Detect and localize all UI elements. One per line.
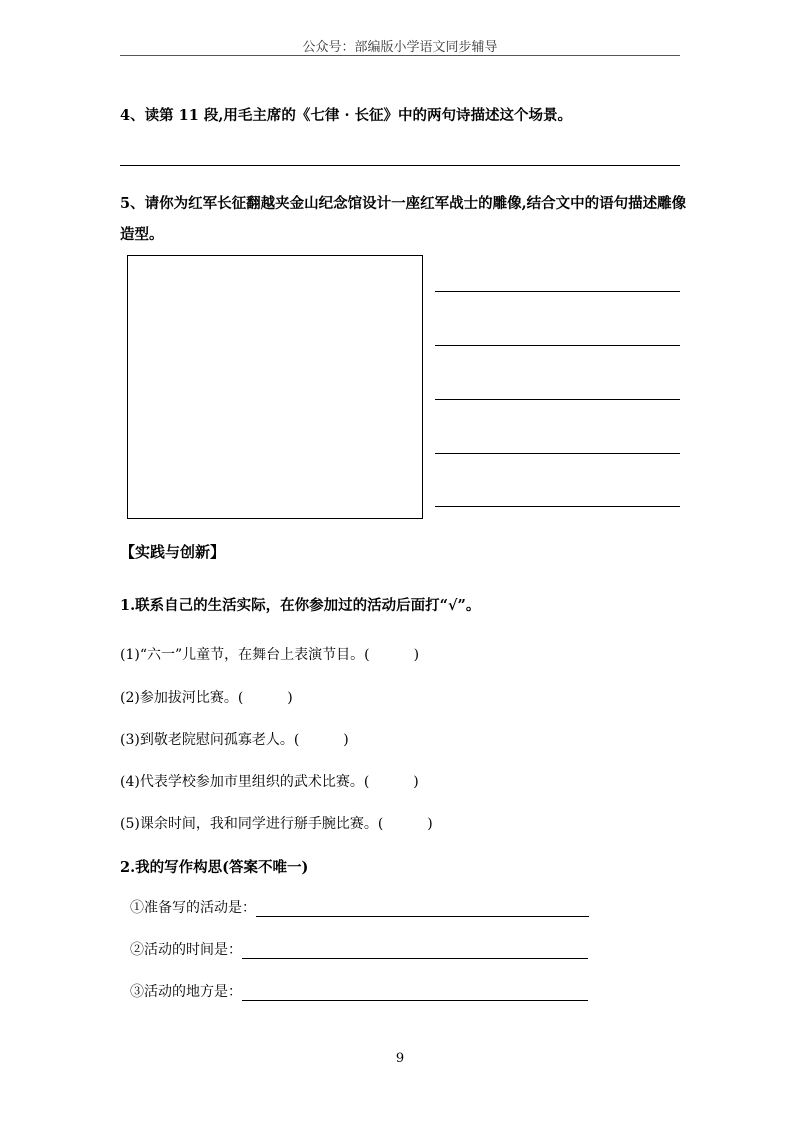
fill-label: ①准备写的活动是： — [130, 900, 256, 916]
section-title: 【实践与创新】 — [120, 543, 226, 561]
list-item — [120, 687, 293, 707]
practice-question-2: 2.我的写作构思(答案不唯一) — [120, 859, 309, 876]
close-paren: ) — [343, 732, 349, 748]
answer-line-q5-5 — [435, 506, 680, 507]
fill-item — [130, 939, 588, 959]
answer-line-q5-3 — [435, 399, 680, 400]
item-text: (1)“六一”儿童节，在舞台上表演节目。( — [120, 647, 370, 663]
fill-blank[interactable] — [256, 902, 589, 917]
practice-question-1: 1.联系自己的生活实际，在你参加过的活动后面打“√”。 — [120, 597, 481, 614]
page-number: 9 — [395, 1051, 405, 1066]
answer-line-q4 — [120, 165, 680, 166]
list-item — [120, 813, 433, 833]
close-paren: ) — [427, 816, 433, 832]
item-text: (3)到敬老院慰问孤寡老人。( — [120, 732, 300, 748]
list-item — [120, 771, 419, 791]
item-text: (2)参加拔河比赛。( — [120, 690, 244, 706]
list-item — [120, 729, 349, 749]
close-paren: ) — [413, 647, 420, 663]
fill-label: ③活动的地方是： — [130, 984, 242, 1000]
fill-item — [130, 897, 589, 917]
question-5: 5、请你为红军长征翻越夹金山纪念馆设计一座红军战士的雕像,结合文中的语句描述雕像造型。 — [120, 195, 687, 243]
answer-line-q5-4 — [435, 453, 680, 454]
item-text: (5)课余时间，我和同学进行掰手腕比赛。( — [120, 816, 384, 832]
item-text: (4)代表学校参加市里组织的武术比赛。( — [120, 774, 370, 790]
close-paren: ) — [287, 690, 293, 706]
fill-item — [130, 981, 588, 1001]
fill-label: ②活动的时间是： — [130, 942, 242, 958]
answer-line-q5-2 — [435, 345, 680, 346]
list-item — [120, 644, 419, 664]
sculpture-drawing-box — [127, 255, 423, 519]
fill-blank[interactable] — [242, 986, 588, 1001]
answer-line-q5-1 — [435, 291, 680, 292]
close-paren: ) — [413, 774, 419, 790]
header-divider — [120, 55, 680, 56]
fill-blank[interactable] — [242, 944, 588, 959]
page-header: 公众号：部编版小学语文同步辅导 — [302, 40, 498, 55]
question-4: 4、读第 11 段,用毛主席的《七律 · 长征》中的两句诗描述这个场景。 — [120, 107, 573, 124]
